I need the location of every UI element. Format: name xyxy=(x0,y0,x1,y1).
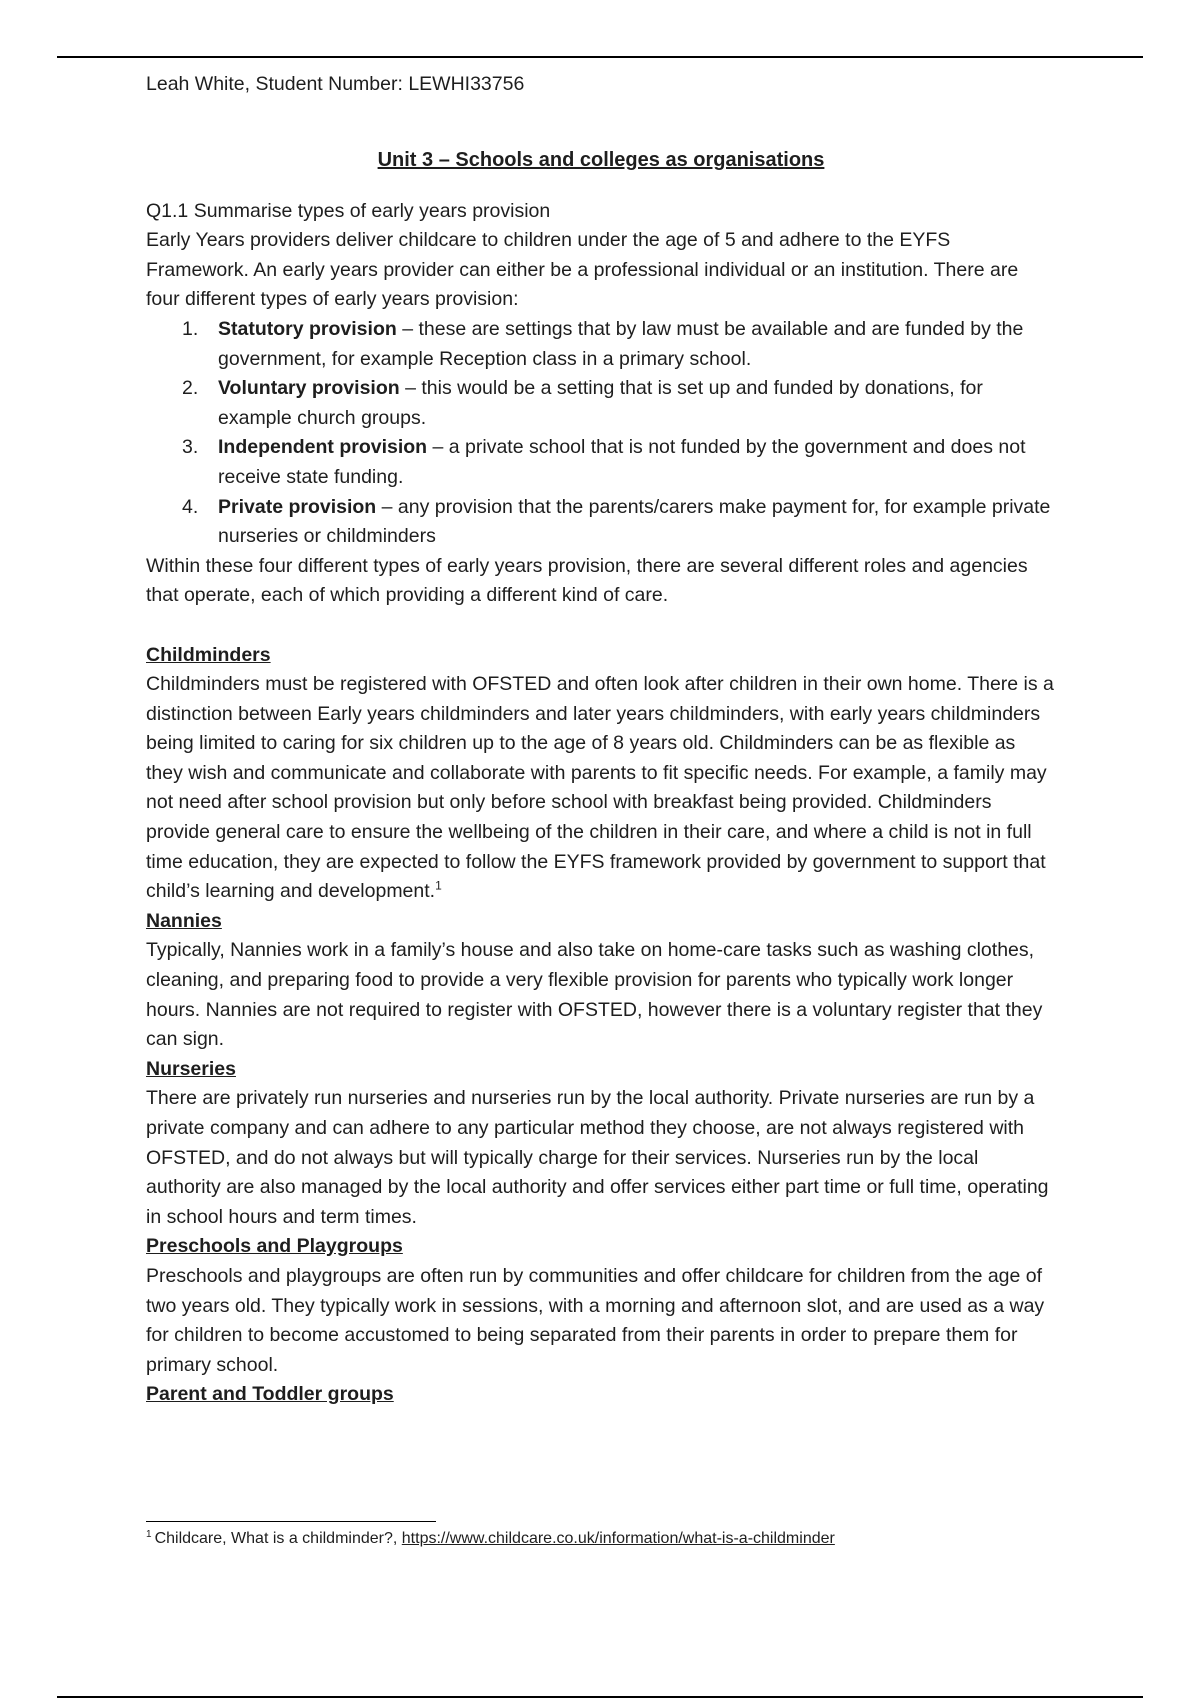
list-item xyxy=(182,493,1056,552)
section-heading-parent-toddler: Parent and Toddler groups xyxy=(146,1383,394,1406)
provision-description: – this would be a setting that is set up and funded by donations, for example church groups. xyxy=(218,377,983,429)
section-body-childminders xyxy=(146,670,1056,907)
list-number: 1. xyxy=(182,317,199,340)
section-body-preschools: Preschools and playgroups are often run by communities and offer childcare for children from the age of two years old. They typically work in sessions, with a morning and afternoon slot, and are used as a way for children to become accustomed to being separated from their parents in order to prepare them for primary school. xyxy=(146,1264,1045,1376)
top-rule xyxy=(57,56,1143,58)
footnote xyxy=(146,1528,1046,1550)
footnote-separator xyxy=(146,1521,436,1522)
section-heading-preschools: Preschools and Playgroups xyxy=(146,1235,403,1258)
bottom-rule xyxy=(57,1696,1143,1698)
section-heading-nurseries: Nurseries xyxy=(146,1057,236,1080)
summary-paragraph: Within these four different types of early years provision, there are several different roles and agencies that operate, each of which providing a different kind of care. xyxy=(146,554,1028,607)
provision-term: Private provision xyxy=(218,495,377,518)
provision-term: Independent provision xyxy=(218,436,428,459)
section-heading-nannies: Nannies xyxy=(146,909,222,932)
list-number: 3. xyxy=(182,436,199,459)
intro-paragraph: Early Years providers deliver childcare to children under the age of 5 and adhere to the EYFS Framework. An early years provider can either be a professional individual or an institution. There are four different types of early years provision: xyxy=(146,229,1019,311)
provision-description: – these are settings that by law must be available and are funded by the government, for example Reception class in a primary school. xyxy=(218,317,1024,370)
list-item xyxy=(182,315,1056,374)
footnote-number: 1 xyxy=(146,1528,152,1540)
footnote-link[interactable]: https://www.childcare.co.uk/information/what-is-a-childminder xyxy=(401,1530,835,1547)
question-heading: Q1.1 Summarise types of early years provision xyxy=(146,199,551,222)
author-name: Leah White, xyxy=(146,73,251,95)
list-number: 2. xyxy=(182,377,199,400)
provision-term: Statutory provision xyxy=(218,317,397,340)
provision-description: – a private school that is not funded by the government and does not receive state funding. xyxy=(218,436,1026,488)
childminders-text: Childminders must be registered with OFSTED and often look after children in their own home. There is a distinction between Early years childminders and later years childminders, with early years childminders being limited to caring for six children up to the age of 8 years old. Childminders can be as flexible as they wish and communicate and collaborate with parents to fit specific needs. For example, a family may not need after school provision but only before school with breakfast being provided. Childminders provide general care to ensure the wellbeing of the children in their care, and where a child is not in full time education, they are expected to follow the EYFS framework provided by government to support that child’s learning and development. xyxy=(146,673,1054,903)
provision-list xyxy=(146,315,1056,552)
list-item xyxy=(182,433,1056,492)
section-heading-childminders: Childminders xyxy=(146,643,271,666)
list-number: 4. xyxy=(182,495,199,518)
footnote-reference[interactable]: 1 xyxy=(435,878,442,893)
spacer xyxy=(146,611,1056,641)
provision-description: – any provision that the parents/carers make payment for, for example private nurseries or childminders xyxy=(218,495,1051,548)
document-title: Unit 3 – Schools and colleges as organisations xyxy=(377,148,825,171)
provision-term: Voluntary provision xyxy=(218,377,400,400)
footnote-text: Childcare, What is a childminder?, xyxy=(154,1530,398,1547)
student-number: Student Number: LEWHI33756 xyxy=(255,73,525,95)
list-item xyxy=(182,374,1056,433)
page-header xyxy=(146,70,1056,100)
document-body xyxy=(146,70,1056,1410)
section-body-nannies: Typically, Nannies work in a family’s house and also take on home-care tasks such as washing clothes, cleaning, and preparing food to provide a very flexible provision for parents who typically work longer hours. Nannies are not required to register with OFSTED, however there is a voluntary register that they can sign. xyxy=(146,939,1043,1051)
section-body-nurseries: There are privately run nurseries and nurseries run by the local authority. Private nurseries are run by a private company and can adhere to any particular method they choose, are not always registered with OFSTED, and do not always but will typically charge for their services. Nurseries run by the local authority are also managed by the local authority and offer services either part time or full time, operating in school hours and term times. xyxy=(146,1087,1049,1228)
